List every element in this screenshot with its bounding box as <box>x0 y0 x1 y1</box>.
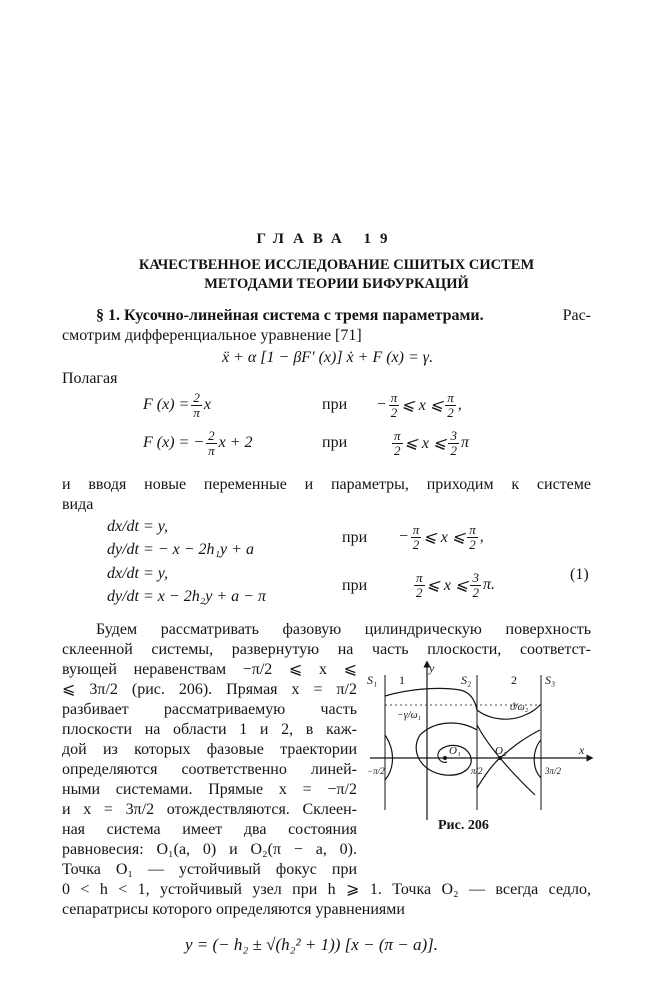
F-definition-1: F (x) = $\frac{2}{\pi}$ x <box>143 389 211 420</box>
section-intro-line <box>96 306 591 326</box>
F-definition-2: F (x) = − $\frac{2}{\pi}$ x + 2 <box>143 427 253 458</box>
section-heading: § 1. Кусочно-линейная система с тремя параметрами. <box>96 307 484 324</box>
fraction: $\frac{2}{\pi}$ <box>193 389 200 420</box>
tick-label-mid: π/2 <box>471 766 483 776</box>
fraction: $\frac{\pi}{2}$ <box>390 389 398 420</box>
intro-vars-line-2: вида <box>62 496 94 513</box>
system-2-eq-a: dx/dt = y, <box>107 565 169 582</box>
para-line-9: ными системами. Прямые x = −π/2 <box>62 781 357 798</box>
para-line-3: вующей неравенствам −π/2 ⩽ x ⩽ <box>62 661 357 678</box>
para-line-4: ⩽ 3π/2 (рис. 206). Прямая x = π/2 <box>62 681 357 698</box>
separatrix-1 <box>477 725 535 795</box>
system-1-eq-b: dy/dt = − x − 2h₁y + a <box>107 541 254 558</box>
para-line-8: определяются соответственно линей- <box>62 761 357 778</box>
tick-label-right: 3π/2 <box>545 766 562 776</box>
para-line-13: Точка O₁ — устойчивый фокус при <box>62 861 357 878</box>
fraction: $\frac{\pi}{2}$ <box>416 569 423 600</box>
trajectory-right <box>534 740 541 778</box>
y-axis-label: y <box>429 661 435 675</box>
label-S3: S₃ <box>545 673 556 687</box>
pri-label: при <box>322 396 348 413</box>
para-line-10: и x = 3π/2 отождествляются. Склеен- <box>62 801 357 818</box>
tick-label-left: −π/2 <box>367 766 385 776</box>
para-line-5: разбивает рассматриваемую часть <box>62 701 357 718</box>
equation-number: (1) <box>570 566 589 583</box>
curve-label-right: ϑ/ω₂ <box>510 702 529 713</box>
para-line-6: плоскости на области 1 и 2, в каж- <box>62 721 357 738</box>
para-line-11: ная система имеет два состояния <box>62 821 357 838</box>
label-S1: S₁ <box>367 673 378 687</box>
label-O1: O₁ <box>449 745 461 757</box>
system-condition-2: $\frac{\pi}{2}$ ⩽ x ⩽ $\frac{3}{2}$ π. <box>416 569 495 600</box>
fraction: $\frac{\pi}{2}$ <box>394 427 401 458</box>
separatrix-2 <box>477 730 540 788</box>
condition-2: $\frac{\pi}{2}$ ⩽ x ⩽ $\frac{3}{2}$ π <box>394 427 469 458</box>
fraction: $\frac{2}{\pi}$ <box>208 427 215 458</box>
system-condition-1: − $\frac{\pi}{2}$ ⩽ x ⩽ $\frac{\pi}{2}$ , <box>398 521 484 552</box>
system-2-eq-b: dy/dt = x − 2h₂y + a − π <box>107 588 266 605</box>
intro-text: Рас- <box>562 307 591 324</box>
trajectory-upper-right <box>477 704 541 719</box>
point-O1 <box>443 756 447 760</box>
fraction: $\frac{\pi}{2}$ <box>469 521 476 552</box>
figure-caption: Рис. 206 <box>438 818 489 833</box>
para-line-14: 0 < h < 1, устойчивый узел при h ⩾ 1. Точка O₂ — всегда седло, <box>62 881 591 898</box>
fraction: $\frac{3}{2}$ <box>472 569 479 600</box>
system-1-eq-a: dx/dt = y, <box>107 518 169 535</box>
chapter-heading: ГЛАВА 19 <box>256 231 397 247</box>
para-line-2: склеенной системы, развернутую на часть плоскости, соответст- <box>62 641 591 658</box>
label-S2: S₂ <box>461 673 472 687</box>
pri-label: при <box>322 434 348 451</box>
main-equation: ẍ + α [1 − βF′ (x)] ẋ + F (x) = γ. <box>222 349 434 366</box>
phase-portrait-figure <box>365 660 595 825</box>
label-O2: O₂ <box>495 745 507 757</box>
condition-1: − $\frac{\pi}{2}$ ⩽ x ⩽ $\frac{\pi}{2}$ , <box>376 389 462 420</box>
fraction: $\frac{3}{2}$ <box>450 427 457 458</box>
spiral-trajectory <box>416 723 477 775</box>
para-line-12: равновесия: O₁(a, 0) и O₂(π − a, 0). <box>62 841 357 858</box>
fraction: $\frac{\pi}{2}$ <box>412 521 420 552</box>
chapter-title-line-2: МЕТОДАМИ ТЕОРИИ БИФУРКАЦИЙ <box>204 276 469 292</box>
intro-line-2: смотрим дифференциальное уравнение [71] <box>62 327 362 344</box>
region-2-label: 2 <box>511 673 517 687</box>
x-axis-label: x <box>579 743 585 757</box>
para-line-7: дой из которых фазовые траектории <box>62 741 357 758</box>
pri-label: при <box>342 577 368 594</box>
curve-label-left: −γ/ω₁ <box>397 710 422 721</box>
para-line-1: Будем рассматривать фазовую цилиндрическую поверхность <box>96 621 591 638</box>
intro-vars-line-1: и вводя новые переменные и параметры, приходим к системе <box>62 476 591 493</box>
fraction: $\frac{\pi}{2}$ <box>447 389 454 420</box>
region-1-label: 1 <box>399 673 405 687</box>
para-line-15: сепаратрисы которого определяются уравнениями <box>62 901 405 918</box>
pri-label: при <box>342 529 368 546</box>
separatrix-equation: y = (− h₂ ± √(h₂² + 1)) [x − (π − a)]. <box>185 935 438 954</box>
trajectory-upper-left <box>385 688 477 710</box>
chapter-title-line-1: КАЧЕСТВЕННОЕ ИССЛЕДОВАНИЕ СШИТЫХ СИСТЕМ <box>138 257 535 273</box>
polagaya-text: Полагая <box>62 370 118 387</box>
